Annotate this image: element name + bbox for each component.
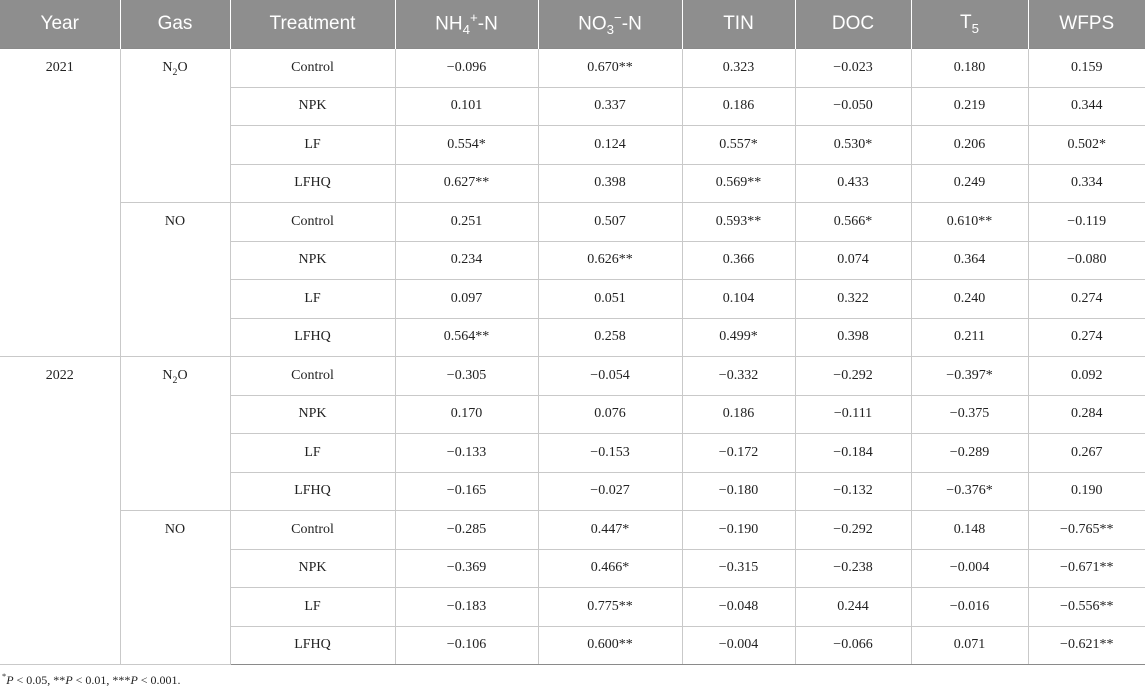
- header-doc: DOC: [795, 0, 911, 49]
- cell-tin: −0.315: [682, 549, 795, 588]
- cell-nh4: −0.305: [395, 357, 538, 396]
- cell-nh4: 0.554*: [395, 126, 538, 165]
- cell-t5: 0.148: [911, 511, 1028, 550]
- cell-wfps: −0.765**: [1028, 511, 1145, 550]
- cell-wfps: 0.092: [1028, 357, 1145, 396]
- cell-nh4: 0.564**: [395, 318, 538, 357]
- cell-wfps: 0.190: [1028, 472, 1145, 511]
- cell-doc: 0.530*: [795, 126, 911, 165]
- cell-doc: −0.238: [795, 549, 911, 588]
- cell-t5: 0.364: [911, 241, 1028, 280]
- cell-no3: 0.258: [538, 318, 682, 357]
- cell-doc: −0.111: [795, 395, 911, 434]
- cell-no3: 0.626**: [538, 241, 682, 280]
- cell-nh4: −0.285: [395, 511, 538, 550]
- cell-t5: −0.016: [911, 588, 1028, 627]
- cell-t5: 0.610**: [911, 203, 1028, 242]
- header-nh4: $NH_4^+-N$: [395, 0, 538, 49]
- cell-wfps: 0.344: [1028, 87, 1145, 126]
- cell-wfps: 0.334: [1028, 164, 1145, 203]
- cell-tin: −0.190: [682, 511, 795, 550]
- cell-nh4: −0.106: [395, 626, 538, 665]
- cell-doc: −0.292: [795, 511, 911, 550]
- cell-t5: 0.180: [911, 49, 1028, 88]
- cell-t5: −0.397*: [911, 357, 1028, 396]
- cell-no3: 0.507: [538, 203, 682, 242]
- gas-cell-n2o: $N_2O$: [120, 49, 230, 203]
- cell-treatment: Control: [230, 203, 395, 242]
- cell-doc: −0.023: [795, 49, 911, 88]
- cell-doc: −0.132: [795, 472, 911, 511]
- cell-wfps: 0.267: [1028, 434, 1145, 473]
- header-row: [0, 0, 1145, 49]
- table-row: [0, 357, 1145, 396]
- cell-nh4: 0.234: [395, 241, 538, 280]
- cell-t5: 0.071: [911, 626, 1028, 665]
- cell-nh4: −0.369: [395, 549, 538, 588]
- cell-tin: 0.593**: [682, 203, 795, 242]
- cell-treatment: Control: [230, 357, 395, 396]
- footnote: *P < 0.05, **P < 0.01, ***P < 0.001.: [2, 672, 181, 687]
- cell-treatment: NPK: [230, 241, 395, 280]
- cell-tin: −0.004: [682, 626, 795, 665]
- cell-wfps: 0.159: [1028, 49, 1145, 88]
- cell-treatment: Control: [230, 49, 395, 88]
- year-cell: 2022: [0, 357, 120, 665]
- cell-tin: −0.048: [682, 588, 795, 627]
- cell-no3: 0.600**: [538, 626, 682, 665]
- cell-tin: 0.186: [682, 87, 795, 126]
- cell-tin: −0.180: [682, 472, 795, 511]
- cell-nh4: 0.627**: [395, 164, 538, 203]
- gas-cell-no: NO: [120, 511, 230, 665]
- cell-nh4: −0.183: [395, 588, 538, 627]
- cell-no3: 0.775**: [538, 588, 682, 627]
- cell-nh4: 0.101: [395, 87, 538, 126]
- cell-treatment: NPK: [230, 87, 395, 126]
- cell-treatment: LF: [230, 126, 395, 165]
- cell-treatment: LF: [230, 280, 395, 319]
- cell-doc: 0.433: [795, 164, 911, 203]
- cell-no3: 0.337: [538, 87, 682, 126]
- cell-wfps: 0.274: [1028, 318, 1145, 357]
- cell-doc: −0.292: [795, 357, 911, 396]
- cell-tin: 0.366: [682, 241, 795, 280]
- table-row: [0, 511, 1145, 550]
- cell-treatment: LF: [230, 588, 395, 627]
- cell-tin: 0.557*: [682, 126, 795, 165]
- cell-no3: 0.051: [538, 280, 682, 319]
- cell-no3: 0.670**: [538, 49, 682, 88]
- cell-wfps: −0.621**: [1028, 626, 1145, 665]
- cell-no3: 0.447*: [538, 511, 682, 550]
- cell-nh4: 0.170: [395, 395, 538, 434]
- year-cell: 2021: [0, 49, 120, 357]
- cell-wfps: 0.502*: [1028, 126, 1145, 165]
- cell-t5: −0.289: [911, 434, 1028, 473]
- cell-doc: −0.184: [795, 434, 911, 473]
- cell-doc: 0.244: [795, 588, 911, 627]
- cell-treatment: LFHQ: [230, 472, 395, 511]
- cell-no3: 0.466*: [538, 549, 682, 588]
- header-wfps: WFPS: [1028, 0, 1145, 49]
- cell-t5: −0.376*: [911, 472, 1028, 511]
- header-tin: TIN: [682, 0, 795, 49]
- cell-doc: 0.322: [795, 280, 911, 319]
- cell-t5: 0.206: [911, 126, 1028, 165]
- cell-treatment: LFHQ: [230, 164, 395, 203]
- cell-wfps: 0.274: [1028, 280, 1145, 319]
- cell-tin: 0.323: [682, 49, 795, 88]
- gas-cell-no: NO: [120, 203, 230, 357]
- header-year: Year: [0, 0, 120, 49]
- cell-treatment: NPK: [230, 549, 395, 588]
- cell-no3: 0.124: [538, 126, 682, 165]
- cell-no3: −0.054: [538, 357, 682, 396]
- cell-t5: −0.375: [911, 395, 1028, 434]
- cell-wfps: −0.556**: [1028, 588, 1145, 627]
- cell-doc: 0.074: [795, 241, 911, 280]
- cell-t5: 0.240: [911, 280, 1028, 319]
- cell-treatment: Control: [230, 511, 395, 550]
- cell-doc: −0.066: [795, 626, 911, 665]
- cell-tin: −0.332: [682, 357, 795, 396]
- cell-tin: 0.569**: [682, 164, 795, 203]
- cell-t5: 0.219: [911, 87, 1028, 126]
- table-body: [0, 49, 1145, 665]
- cell-doc: −0.050: [795, 87, 911, 126]
- header-gas: Gas: [120, 0, 230, 49]
- cell-t5: −0.004: [911, 549, 1028, 588]
- cell-tin: 0.186: [682, 395, 795, 434]
- cell-tin: 0.104: [682, 280, 795, 319]
- cell-wfps: −0.671**: [1028, 549, 1145, 588]
- cell-no3: −0.153: [538, 434, 682, 473]
- cell-doc: 0.398: [795, 318, 911, 357]
- cell-treatment: LFHQ: [230, 626, 395, 665]
- cell-nh4: −0.133: [395, 434, 538, 473]
- cell-nh4: 0.097: [395, 280, 538, 319]
- cell-wfps: −0.119: [1028, 203, 1145, 242]
- cell-nh4: 0.251: [395, 203, 538, 242]
- table-row: [0, 203, 1145, 242]
- cell-treatment: LF: [230, 434, 395, 473]
- cell-no3: 0.076: [538, 395, 682, 434]
- cell-nh4: −0.096: [395, 49, 538, 88]
- header-t5: $T_5$: [911, 0, 1028, 49]
- cell-tin: 0.499*: [682, 318, 795, 357]
- cell-nh4: −0.165: [395, 472, 538, 511]
- cell-no3: −0.027: [538, 472, 682, 511]
- cell-treatment: LFHQ: [230, 318, 395, 357]
- cell-no3: 0.398: [538, 164, 682, 203]
- cell-wfps: 0.284: [1028, 395, 1145, 434]
- cell-t5: 0.211: [911, 318, 1028, 357]
- table-row: [0, 49, 1145, 88]
- cell-wfps: −0.080: [1028, 241, 1145, 280]
- cell-t5: 0.249: [911, 164, 1028, 203]
- header-no3: $NO_3^--N$: [538, 0, 682, 49]
- gas-cell-n2o: $N_2O$: [120, 357, 230, 511]
- cell-treatment: NPK: [230, 395, 395, 434]
- header-treatment: Treatment: [230, 0, 395, 49]
- cell-tin: −0.172: [682, 434, 795, 473]
- cell-doc: 0.566*: [795, 203, 911, 242]
